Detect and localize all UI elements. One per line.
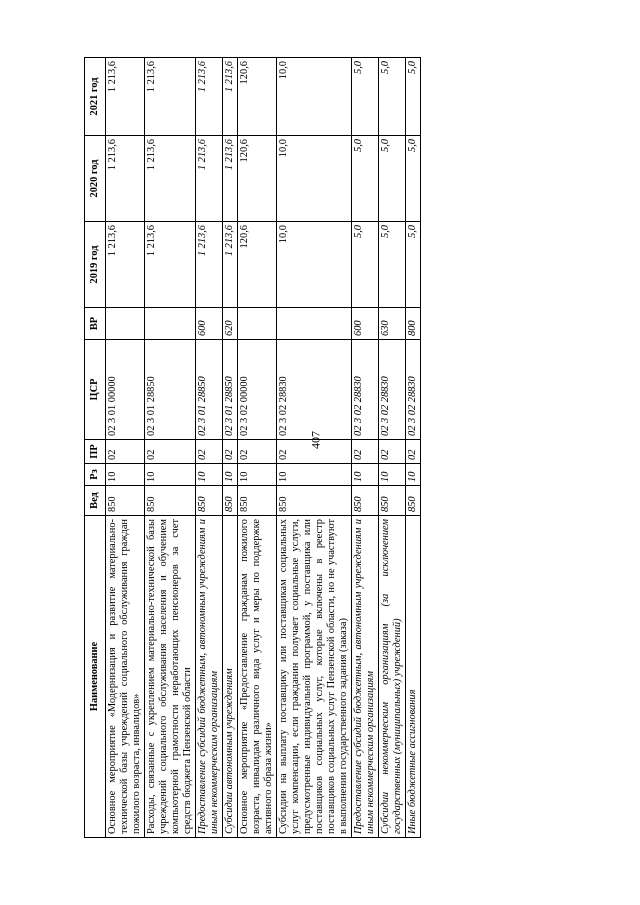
row-name: Предоставление субсидий бюджетным, автономным учреждениям и иным некоммерческим организациям bbox=[196, 516, 223, 838]
table-row bbox=[406, 58, 421, 838]
row-pr: 02 bbox=[106, 440, 145, 464]
row-2020: 1 213,6 bbox=[106, 136, 145, 222]
row-ved: 850 bbox=[196, 486, 223, 516]
row-rz: 10 bbox=[352, 464, 379, 486]
table-row bbox=[106, 58, 145, 838]
header-2020: 2020 год bbox=[85, 136, 106, 222]
row-name: Основное мероприятие «Модернизация и развитие материально-технической базы учреждений социального обслуживания граждан пожилого возраста, инвалидов» bbox=[106, 516, 145, 838]
row-name: Субсидии некоммерческим организациям (за исключением государственных (муниципальных) учреждений) bbox=[379, 516, 406, 838]
row-ved: 850 bbox=[277, 486, 352, 516]
header-pr: ПР bbox=[85, 440, 106, 464]
row-2020: 120,6 bbox=[238, 136, 277, 222]
row-2021: 1 213,6 bbox=[196, 58, 223, 136]
row-vr: 600 bbox=[352, 308, 379, 340]
header-name: Наименование bbox=[85, 516, 106, 838]
row-ved: 850 bbox=[238, 486, 277, 516]
row-2019: 1 213,6 bbox=[106, 222, 145, 308]
header-2021: 2021 год bbox=[85, 58, 106, 136]
row-2021: 10,0 bbox=[277, 58, 352, 136]
row-name: Основное мероприятие «Предоставление гражданам пожилого возраста, инвалидам различного вида услуг и меры по поддержке активного образа жизни» bbox=[238, 516, 277, 838]
row-2021: 120,6 bbox=[238, 58, 277, 136]
row-2020: 10,0 bbox=[277, 136, 352, 222]
row-2019: 120,6 bbox=[238, 222, 277, 308]
table-row bbox=[277, 58, 352, 838]
budget-table bbox=[84, 57, 421, 838]
table-header-row bbox=[85, 58, 106, 838]
row-rz: 10 bbox=[145, 464, 196, 486]
row-vr bbox=[238, 308, 277, 340]
row-csr: 02 3 02 28830 bbox=[379, 340, 406, 440]
row-ved: 850 bbox=[223, 486, 238, 516]
row-csr: 02 3 01 28850 bbox=[223, 340, 238, 440]
row-pr: 02 bbox=[196, 440, 223, 464]
table-row bbox=[223, 58, 238, 838]
row-csr: 02 3 02 00000 bbox=[238, 340, 277, 440]
row-vr: 600 bbox=[196, 308, 223, 340]
row-name: Субсидии автономным учреждениям bbox=[223, 516, 238, 838]
row-2019: 1 213,6 bbox=[145, 222, 196, 308]
header-2019: 2019 год bbox=[85, 222, 106, 308]
row-vr: 630 bbox=[379, 308, 406, 340]
row-csr: 02 3 01 00000 bbox=[106, 340, 145, 440]
row-rz: 10 bbox=[223, 464, 238, 486]
row-ved: 850 bbox=[379, 486, 406, 516]
row-vr bbox=[277, 308, 352, 340]
row-pr: 02 bbox=[277, 440, 352, 464]
row-vr bbox=[106, 308, 145, 340]
row-2019: 1 213,6 bbox=[196, 222, 223, 308]
row-2019: 5,0 bbox=[352, 222, 379, 308]
row-vr: 620 bbox=[223, 308, 238, 340]
row-2020: 1 213,6 bbox=[223, 136, 238, 222]
row-csr: 02 3 02 28830 bbox=[406, 340, 421, 440]
table-row bbox=[196, 58, 223, 838]
table-row bbox=[379, 58, 406, 838]
row-name: Расходы, связанные с укреплением материально-технической базы учреждений социального обслуживания населения и обучением компьютерной грамотности неработающих пенсионеров за счет средств бюджета Пензенской области bbox=[145, 516, 196, 838]
row-pr: 02 bbox=[238, 440, 277, 464]
row-rz: 10 bbox=[106, 464, 145, 486]
table-body bbox=[106, 58, 421, 838]
table-row bbox=[238, 58, 277, 838]
row-csr: 02 3 02 28830 bbox=[352, 340, 379, 440]
row-vr: 800 bbox=[406, 308, 421, 340]
row-2019: 1 213,6 bbox=[223, 222, 238, 308]
row-2019: 5,0 bbox=[379, 222, 406, 308]
row-2020: 1 213,6 bbox=[196, 136, 223, 222]
row-2021: 1 213,6 bbox=[106, 58, 145, 136]
header-vr: ВР bbox=[85, 308, 106, 340]
row-ved: 850 bbox=[406, 486, 421, 516]
row-pr: 02 bbox=[145, 440, 196, 464]
header-ved: Вед bbox=[85, 486, 106, 516]
row-vr bbox=[145, 308, 196, 340]
row-rz: 10 bbox=[238, 464, 277, 486]
table-row bbox=[145, 58, 196, 838]
row-csr: 02 3 02 28830 bbox=[277, 340, 352, 440]
row-name: Иные бюджетные ассигнования bbox=[406, 516, 421, 838]
row-csr: 02 3 01 28850 bbox=[145, 340, 196, 440]
row-rz: 10 bbox=[196, 464, 223, 486]
row-ved: 850 bbox=[352, 486, 379, 516]
row-name: Предоставление субсидий бюджетным, автономным учреждениям и иным некоммерческим организациям bbox=[352, 516, 379, 838]
row-2020: 5,0 bbox=[406, 136, 421, 222]
header-csr: ЦСР bbox=[85, 340, 106, 440]
row-2021: 5,0 bbox=[379, 58, 406, 136]
row-2021: 1 213,6 bbox=[145, 58, 196, 136]
row-2020: 5,0 bbox=[379, 136, 406, 222]
row-rz: 10 bbox=[277, 464, 352, 486]
row-2021: 5,0 bbox=[406, 58, 421, 136]
budget-table-rotated bbox=[84, 58, 524, 838]
page-number: 407 bbox=[308, 431, 323, 449]
row-pr: 02 bbox=[379, 440, 406, 464]
row-2020: 1 213,6 bbox=[145, 136, 196, 222]
row-name: Субсидии на выплату поставщику или поставщикам социальных услуг компенсации, если гражданин получает социальные услуги, предусмотренные индивидуальной программой, у поставщика или поставщиков социальных услуг, которые включены в реестр поставщиков социальных услуг Пензенской области, но не участвуют в выполнении государственного задания (заказа) bbox=[277, 516, 352, 838]
row-pr: 02 bbox=[223, 440, 238, 464]
row-2020: 5,0 bbox=[352, 136, 379, 222]
row-2021: 1 213,6 bbox=[223, 58, 238, 136]
row-rz: 10 bbox=[406, 464, 421, 486]
row-ved: 850 bbox=[106, 486, 145, 516]
table-row bbox=[352, 58, 379, 838]
row-pr: 02 bbox=[352, 440, 379, 464]
row-2021: 5,0 bbox=[352, 58, 379, 136]
row-csr: 02 3 01 28850 bbox=[196, 340, 223, 440]
row-ved: 850 bbox=[145, 486, 196, 516]
row-2019: 10,0 bbox=[277, 222, 352, 308]
row-rz: 10 bbox=[379, 464, 406, 486]
header-rz: Рз bbox=[85, 464, 106, 486]
row-pr: 02 bbox=[406, 440, 421, 464]
row-2019: 5,0 bbox=[406, 222, 421, 308]
